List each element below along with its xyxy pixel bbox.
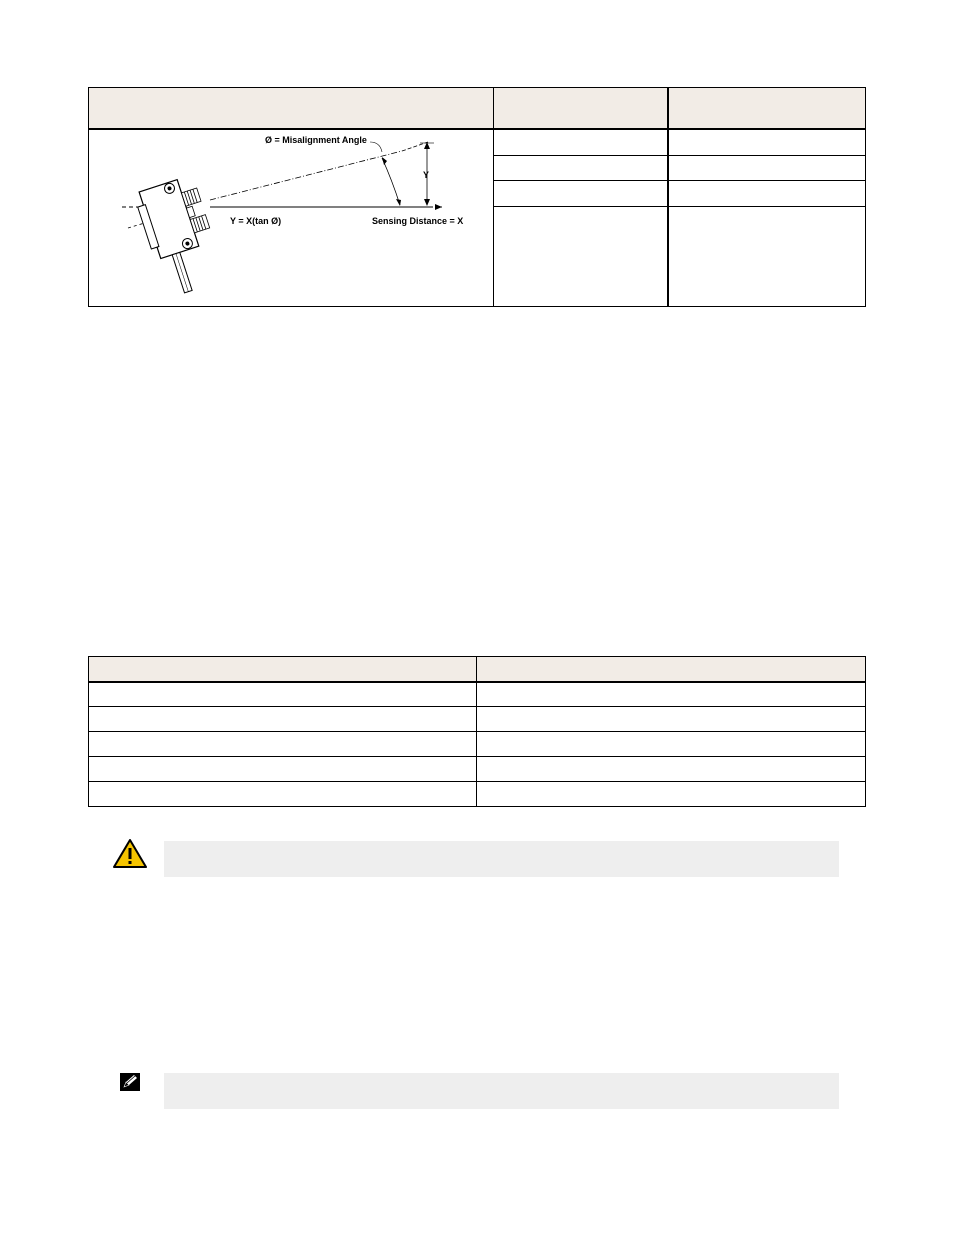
- warning-triangle-icon: [112, 838, 148, 870]
- note-box: [164, 1073, 839, 1109]
- y-dimension-label: Y: [423, 170, 430, 180]
- table1-row-sep-1: [493, 155, 866, 156]
- table1-border-bottom: [88, 306, 866, 307]
- table2-border-left: [88, 656, 89, 807]
- table1-border-right: [865, 87, 866, 307]
- table2-border-top: [88, 656, 866, 657]
- table2-border-right: [865, 656, 866, 807]
- table1-border-top: [88, 87, 866, 88]
- table2-header-cell-2: [477, 657, 865, 682]
- sensing-distance-label: Sensing Distance = X: [372, 216, 464, 226]
- table2-row-sep-4: [88, 781, 866, 782]
- table2-border-bottom: [88, 806, 866, 807]
- table1-header-cell-3: [668, 88, 865, 129]
- table1-row-sep-3: [493, 206, 866, 207]
- table1-col-sep-1: [493, 87, 494, 307]
- warning-box: [164, 841, 839, 877]
- table1-row-sep-2: [493, 180, 866, 181]
- table1-header-cell-2: [494, 88, 667, 129]
- table2-row-sep-3: [88, 756, 866, 757]
- pencil-icon: [119, 1072, 141, 1092]
- table1-header-cell-1: [89, 88, 493, 129]
- table2-row-sep-2: [88, 731, 866, 732]
- formula-label: Y = X(tan Ø): [230, 216, 282, 226]
- table1-border-left: [88, 87, 89, 307]
- table1-col-sep-2: [667, 87, 669, 307]
- misalignment-angle-label: Ø = Misalignment Angle: [265, 135, 367, 145]
- table2-col-sep: [476, 656, 477, 807]
- table2-header-rule: [88, 681, 866, 683]
- table2-header-cell-1: [89, 657, 476, 682]
- table2-row-sep-1: [88, 706, 866, 707]
- misalignment-figure: [90, 130, 492, 305]
